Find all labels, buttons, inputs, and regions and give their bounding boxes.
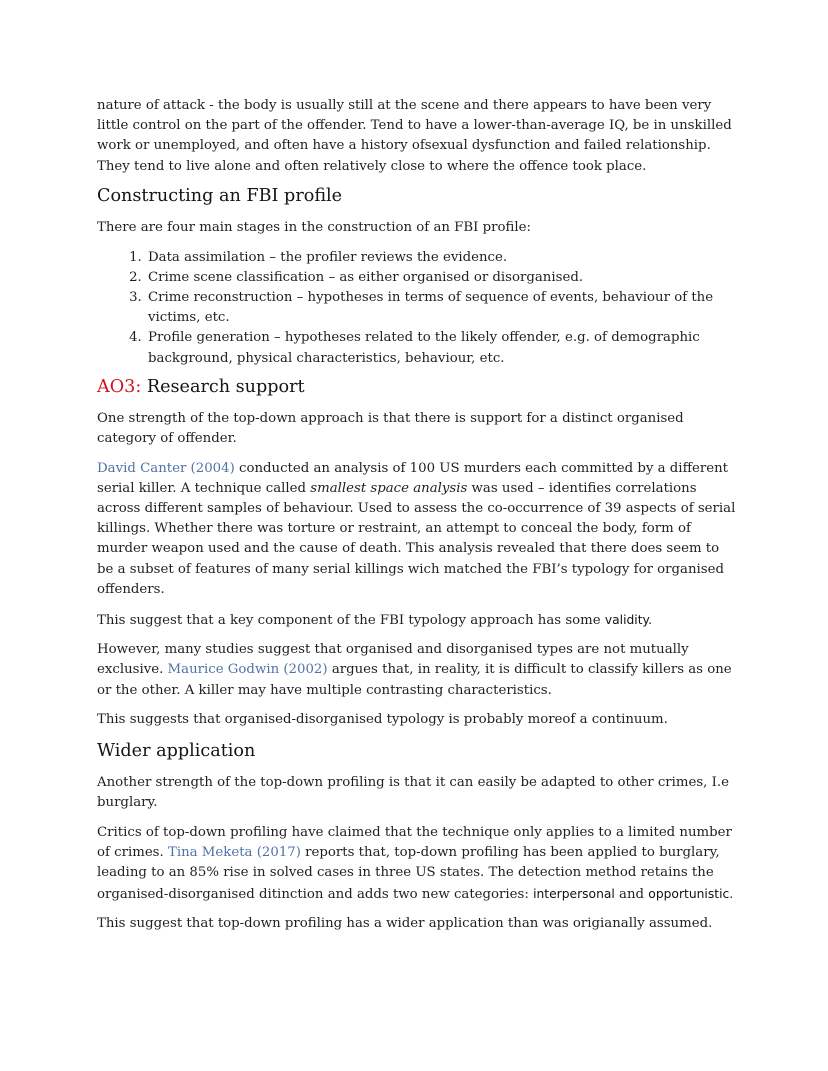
meketa-text-b: reports that, top-down profiling has been applied to burglary, leading to an 85% rise in solved cases in three US states. The detection method retains the organised-disorganised ditinction and adds two new categories: [97, 845, 720, 902]
research-support-heading-text: Research support [141, 376, 305, 397]
validity-paragraph [97, 610, 737, 631]
interpersonal-term: interpersonal [533, 886, 615, 901]
citation-canter: David Canter (2004) [97, 460, 235, 476]
opportunistic-term: opportunistic. [648, 886, 734, 901]
intro-paragraph: nature of attack - the body is usually still at the scene and there appears to have been very little control on the part of the offender. Tend to have a lower-than-average IQ, be in unskilled work or unemployed, and often have a history ofsexual dysfunction and failed relationship. They tend to live alone and often relatively close to where the offence took place. [97, 98, 732, 174]
godwin-text-b: argues that, in reality, it is difficult to classify killers as one or the other. A killer may have multiple contrasting characteristics. [97, 662, 732, 698]
wider-application-paragraph-1: Another strength of the top-down profiling is that it can easily be adapted to other crimes, I.e burglary. [97, 775, 729, 811]
canter-text-b: was used – identifies correlations across different samples of behaviour. Used to assess the co-occurrence of 39 aspects of serial killings. Whether there was torture or restraint, an attempt to conceal the body, form of murder weapon used and the cause of death. This analysis revealed that there does seem to be a subset of features of many serial killings wich matched the FBI’s typology for organised offenders. [97, 480, 736, 597]
continuum-paragraph: This suggests that organised-disorganised typology is probably moreof a continuum. [97, 712, 668, 728]
citation-meketa: Tina Meketa (2017) [167, 845, 301, 861]
wider-application-conclusion: This suggest that top-down profiling has a wider application than was origianally assumed. [97, 916, 713, 932]
research-support-paragraph-1: One strength of the top-down approach is that there is support for a distinct organised category of offender. [97, 410, 684, 446]
canter-paragraph [97, 459, 737, 600]
smallest-space-analysis-term: smallest space analysis [310, 480, 468, 496]
wider-application-heading: Wider application [97, 741, 256, 762]
meketa-and: and [614, 886, 649, 902]
meketa-text-a: Critics of top-down profiling have claimed that the technique only applies to a limited number of crimes. [97, 824, 732, 861]
validity-text: This suggest that a key component of the FBI typology approach has some [97, 612, 605, 628]
list-item: 3. Crime reconstruction – hypotheses in terms of sequence of events, behaviour of the victims, etc. [146, 288, 737, 328]
research-support-heading [97, 376, 737, 399]
fbi-profile-stages-list [97, 248, 737, 369]
godwin-text-a: However, many studies suggest that organised and disorganised types are not mutually exclusive. [97, 642, 689, 678]
document-page [97, 96, 737, 944]
list-item: 2. Crime scene classification – as either organised or disorganised. [146, 268, 737, 288]
meketa-paragraph [97, 823, 737, 905]
godwin-paragraph [97, 640, 737, 701]
list-item: 4. Profile generation – hypotheses related to the likely offender, e.g. of demographic background, physical characteristics, behaviour, etc. [146, 328, 737, 368]
ao3-label: AO3: [97, 376, 142, 397]
canter-text-a: conducted an analysis of 100 US murders each committed by a different serial killer. A technique called [97, 460, 729, 496]
fbi-profile-heading: Constructing an FBI profile [97, 185, 343, 206]
validity-term: validity. [604, 612, 652, 627]
citation-godwin: Maurice Godwin (2002) [167, 662, 328, 678]
list-item: 1. Data assimilation – the profiler reviews the evidence. [146, 248, 737, 268]
fbi-profile-intro: There are four main stages in the construction of an FBI profile: [97, 219, 531, 235]
